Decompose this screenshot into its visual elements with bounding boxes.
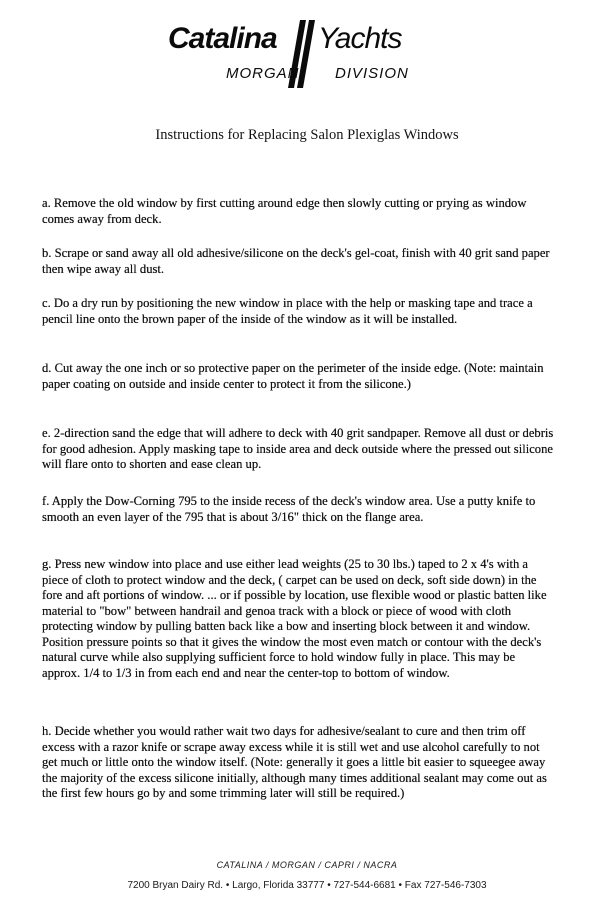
instruction-step-f: f. Apply the Dow-Corning 795 to the inside recess of the deck's window area. Use a putty knife to smooth an even layer of the 795 that is about 3/16" thick on the flange area. xyxy=(42,494,536,524)
instruction-step-a: a. Remove the old window by first cutting around edge then slowly cutting or prying as window comes away from deck. xyxy=(42,196,527,226)
footer-address: 7200 Bryan Dairy Rd. • Largo, Florida 33777 • 727-544-6681 • Fax 727-546-7303 xyxy=(127,880,487,891)
logo-brand-catalina: Catalina xyxy=(168,22,277,55)
instruction-step-c: c. Do a dry run by positioning the new window in place with the help or masking tape and trace a pencil line onto the brown paper of the inside of the window as it will be installed. xyxy=(42,296,533,326)
document-title: Instructions for Replacing Salon Plexiglas Windows xyxy=(155,127,459,143)
footer-divisions: CATALINA / MORGAN / CAPRI / NACRA xyxy=(216,860,398,870)
catalina-yachts-logo xyxy=(150,20,450,90)
logo-brand-yachts: Yachts xyxy=(318,22,402,55)
instruction-step-h: h. Decide whether you would rather wait two days for adhesive/sealant to cure and then trim off excess with a razor knife or scrape away excess while it is still wet and use alcohol carefully to not get much or little onto the window itself. (Note: generally it goes a little bit easier to squeegee away the majority of the excess silicone initially, although many times additional sealant may come out as the first few hours go by and some trimming later will still be required.) xyxy=(42,724,547,800)
instruction-step-g: g. Press new window into place and use either lead weights (25 to 30 lbs.) taped to 2 x 4's with a piece of cloth to protect window and the deck, ( carpet can be used on deck, soft side down) in the fore and aft portions of window. ... or if possible by location, use flexible wood or plastic batten like material to "bow" between handrail and genoa track with a block or piece of wood with cloth protecting window by pulling batten back like a bow and inserting block between it and window. Position pressure points so that it gives the window the most even match or contour with the deck's natural curve while also supplying sufficient force to hold window fully in place. This may be approx. 1/4 to 1/3 in from each end and near the center-top to bottom of window. xyxy=(42,557,547,680)
instruction-step-d: d. Cut away the one inch or so protective paper on the perimeter of the inside edge. (Note: maintain paper coating on outside and inside center to protect it from the silicone.) xyxy=(42,361,544,391)
instruction-step-e: e. 2-direction sand the edge that will adhere to deck with 40 grit sandpaper. Remove all dust or debris for good adhesion. Apply masking tape to inside area and deck outside where the pressed out silicone will flare onto to shorten and ease clean up. xyxy=(42,426,554,471)
logo-division-label: DIVISION xyxy=(335,65,409,82)
instruction-step-b: b. Scrape or sand away all old adhesive/silicone on the deck's gel-coat, finish with 40 grit sand paper then wipe away all dust. xyxy=(42,246,550,276)
logo-division-morgan: MORGAN xyxy=(226,65,300,82)
